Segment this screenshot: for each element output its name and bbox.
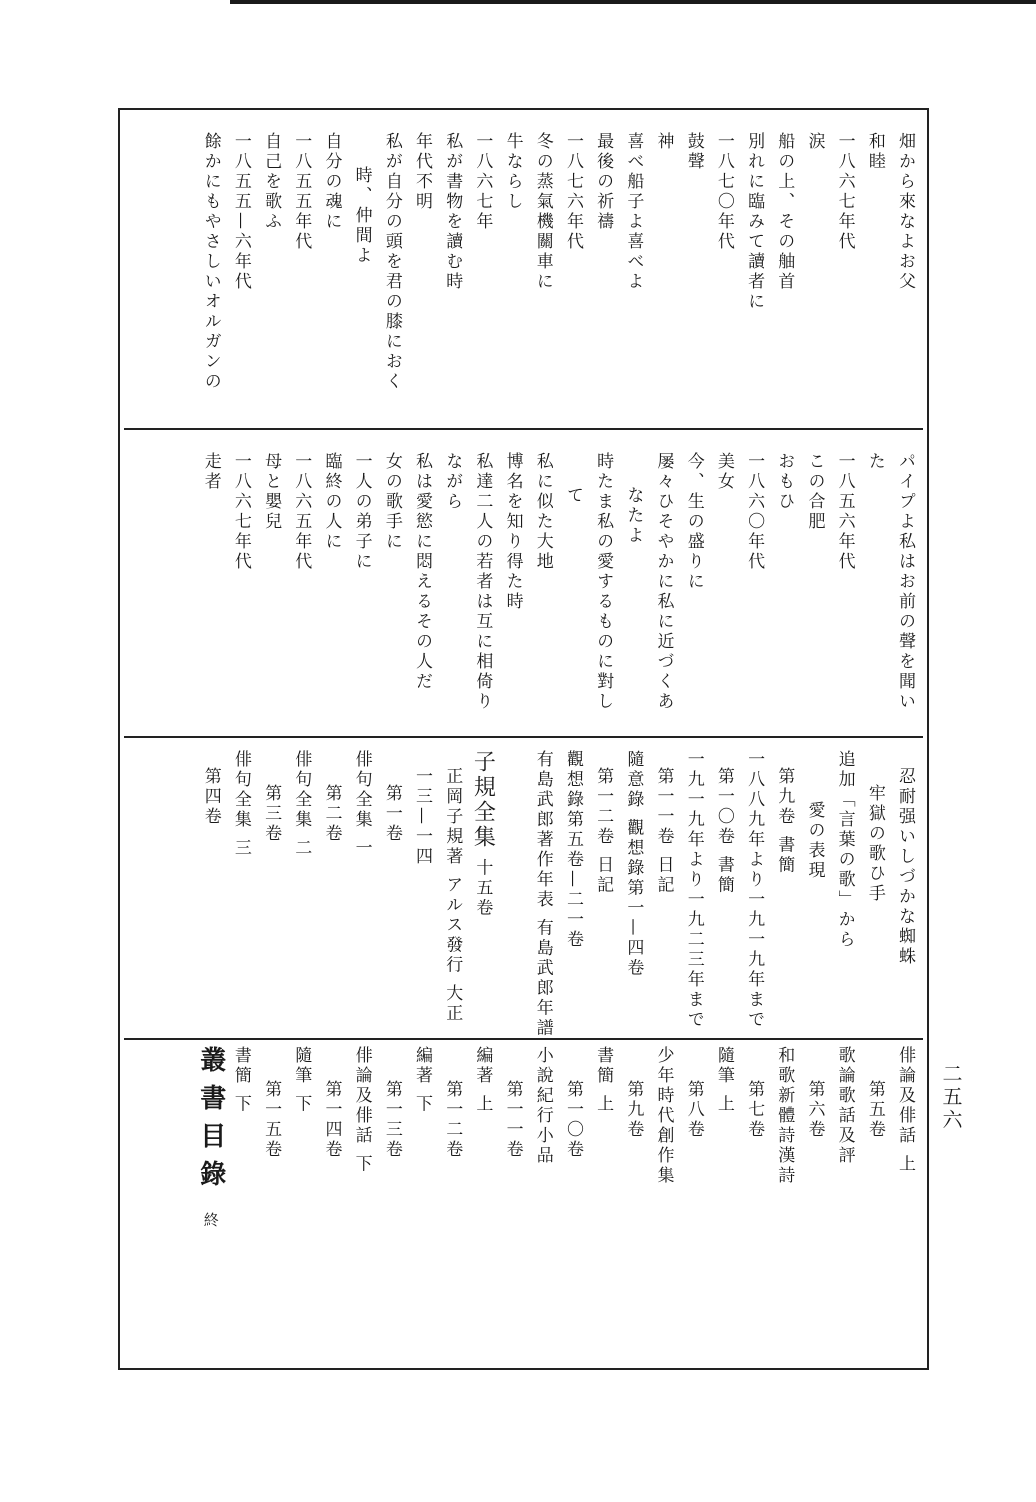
end-mark: 終 xyxy=(201,1212,220,1227)
text-column: 一八七〇年代 xyxy=(713,132,734,252)
text-column: 最後の祈禱 xyxy=(593,132,614,232)
text-column: 第一二卷 xyxy=(442,1080,463,1160)
text-column: ながら xyxy=(442,452,463,512)
text-column: 今、生の盛りに xyxy=(683,452,704,592)
text-column: て xyxy=(562,486,583,506)
text-column: 第一〇卷 書簡 xyxy=(713,767,734,896)
text-column: 美女 xyxy=(713,452,734,492)
text-column: 第四卷 xyxy=(200,767,221,827)
text-column: 和歌新體詩漢詩 xyxy=(774,1046,795,1186)
text-column: 一八六〇年代 xyxy=(744,452,765,572)
text-column: 第一〇卷 xyxy=(562,1080,583,1160)
text-column: 屡々ひそやかに私に近づくあ xyxy=(653,452,674,712)
text-column: 第一二卷 日記 xyxy=(593,767,614,896)
text-column xyxy=(497,750,527,1038)
text-column: 喜べ船子よ喜べよ xyxy=(623,132,644,292)
text-column: 神 xyxy=(653,132,674,152)
text-column: 一三—一四 xyxy=(412,767,432,867)
text-column: 忍耐强いしづかな蜘蛛 xyxy=(895,767,915,967)
text-column: 第二卷 xyxy=(321,784,342,844)
text-column: 第五卷 xyxy=(864,1080,885,1140)
text-column: 一八六七年代 xyxy=(230,452,251,572)
text-column: 小說紀行小品 xyxy=(532,1046,553,1166)
text-column: た xyxy=(864,452,885,472)
text-column: 第九卷 xyxy=(623,1080,644,1140)
collection-title: 子規全集 xyxy=(470,750,496,850)
text-column: 隨筆 上 xyxy=(713,1046,734,1115)
band-1 xyxy=(128,132,920,422)
text-column: 一八五五年代 xyxy=(291,132,312,252)
text-column: 第一四卷 xyxy=(321,1080,342,1160)
text-column: 歌論歌話及評 xyxy=(834,1046,855,1166)
text-column: 第一卷 xyxy=(381,784,402,844)
text-column: おもひ xyxy=(774,452,795,512)
text-column: 愛の表現 xyxy=(804,801,825,881)
band-4 xyxy=(128,1046,920,1346)
text-column: 私が書物を讀む時 xyxy=(442,132,463,292)
text-column: 編著 上 xyxy=(472,1046,493,1115)
text-column: 俳論及俳話 上 xyxy=(895,1046,915,1175)
text-column: 書簡 下 xyxy=(230,1046,251,1115)
text-column: 隨意錄 觀想錄第一—四卷 xyxy=(623,750,644,979)
text-column: 母と嬰兒 xyxy=(261,452,282,532)
text-column: 一八五六年代 xyxy=(834,452,855,572)
text-column: 第八卷 xyxy=(683,1080,704,1140)
text-column: 第六卷 xyxy=(804,1080,825,1140)
text-column: 私は愛慾に悶えるその人だ xyxy=(412,452,432,692)
page-number: 二五六 xyxy=(939,1063,963,1132)
text-column: 第三卷 xyxy=(261,784,282,844)
band-3 xyxy=(128,750,920,1039)
text-column: 涙 xyxy=(804,132,825,152)
text-column: 時たま私の愛するものに對し xyxy=(593,452,614,712)
text-column: 第一一卷 日記 xyxy=(653,767,674,896)
text-column: 鼓聲 xyxy=(683,132,704,172)
text-column: この合肥 xyxy=(804,452,825,532)
series-title-end xyxy=(196,1046,226,1227)
text-column: パイプよ私はお前の聲を聞い xyxy=(895,452,915,712)
text-column: 第七卷 xyxy=(744,1080,765,1140)
text-column: 書簡 上 xyxy=(593,1046,614,1115)
collection-volume-count: 十五卷 xyxy=(472,850,493,919)
text-column: 第一三卷 xyxy=(381,1080,402,1160)
text-column: 俳句全集 一 xyxy=(351,750,372,859)
band-2 xyxy=(128,452,920,732)
text-column: なたよ xyxy=(623,486,644,546)
text-column: 觀想錄第五卷—二一卷 xyxy=(562,750,583,950)
text-column: 私が自分の頭を君の膝におく xyxy=(381,132,402,392)
band-divider xyxy=(124,428,923,430)
text-column: 一八八九年より一九一九年まで xyxy=(744,750,765,1030)
text-column: 船の上、その舳首 xyxy=(774,132,795,292)
series-title: 叢書目錄 xyxy=(195,1046,226,1198)
text-column: 博名を知り得た時 xyxy=(502,452,523,612)
top-edge-rule xyxy=(230,0,1036,4)
text-column: 牛ならし xyxy=(502,132,523,212)
text-column: 追加「言葉の歌」から xyxy=(834,750,855,950)
text-column: 編著 下 xyxy=(412,1046,432,1115)
text-column: 臨終の人に xyxy=(321,452,342,552)
text-column: 正岡子規著 アルス發行 大正 xyxy=(442,767,463,1024)
text-column: 別れに臨みて讀者に xyxy=(744,132,765,312)
text-column: 一八七六年代 xyxy=(562,132,583,252)
text-column: 走者 xyxy=(200,452,221,492)
collection-heading xyxy=(467,750,497,1038)
text-column: 冬の蒸氣機關車に xyxy=(532,132,553,292)
text-column: 女の歌手に xyxy=(381,452,402,552)
text-column: 第九卷 書簡 xyxy=(774,767,795,876)
band-divider xyxy=(124,736,923,738)
text-column: 俳句全集 二 xyxy=(291,750,312,859)
text-column: 私に似た大地 xyxy=(532,452,553,572)
text-column: 一八六五年代 xyxy=(291,452,312,572)
text-column: 時、仲間よ xyxy=(351,166,372,266)
text-column: 隨筆 下 xyxy=(291,1046,312,1115)
text-column: 少年時代創作集 xyxy=(653,1046,674,1186)
text-column: 自分の魂に xyxy=(321,132,342,232)
text-column: 私達二人の若者は互に相倚り xyxy=(472,452,493,712)
text-column: 第一五卷 xyxy=(261,1080,282,1160)
text-column: 一八六七年 xyxy=(472,132,493,232)
text-column: 第一一卷 xyxy=(502,1080,523,1160)
text-column: 一八五五—六年代 xyxy=(230,132,251,292)
text-column: 畑から來なよお父 xyxy=(895,132,915,292)
text-column: 俳論及俳話 下 xyxy=(351,1046,372,1175)
text-column: 一人の弟子に xyxy=(351,452,372,572)
text-column: 自己を歌ふ xyxy=(261,132,282,232)
text-column: 年代不明 xyxy=(412,132,432,212)
text-column: 有島武郎著作年表 有島武郎年譜 xyxy=(532,750,553,1039)
text-column: 一九一九年より一九二三年まで xyxy=(683,750,704,1030)
text-column: 餘かにもやさしいオルガンの xyxy=(200,132,221,392)
text-column: 俳句全集 三 xyxy=(230,750,251,859)
text-column: 一八六七年代 xyxy=(834,132,855,252)
text-column: 和睦 xyxy=(864,132,885,172)
text-column: 牢獄の歌ひ手 xyxy=(864,784,885,904)
